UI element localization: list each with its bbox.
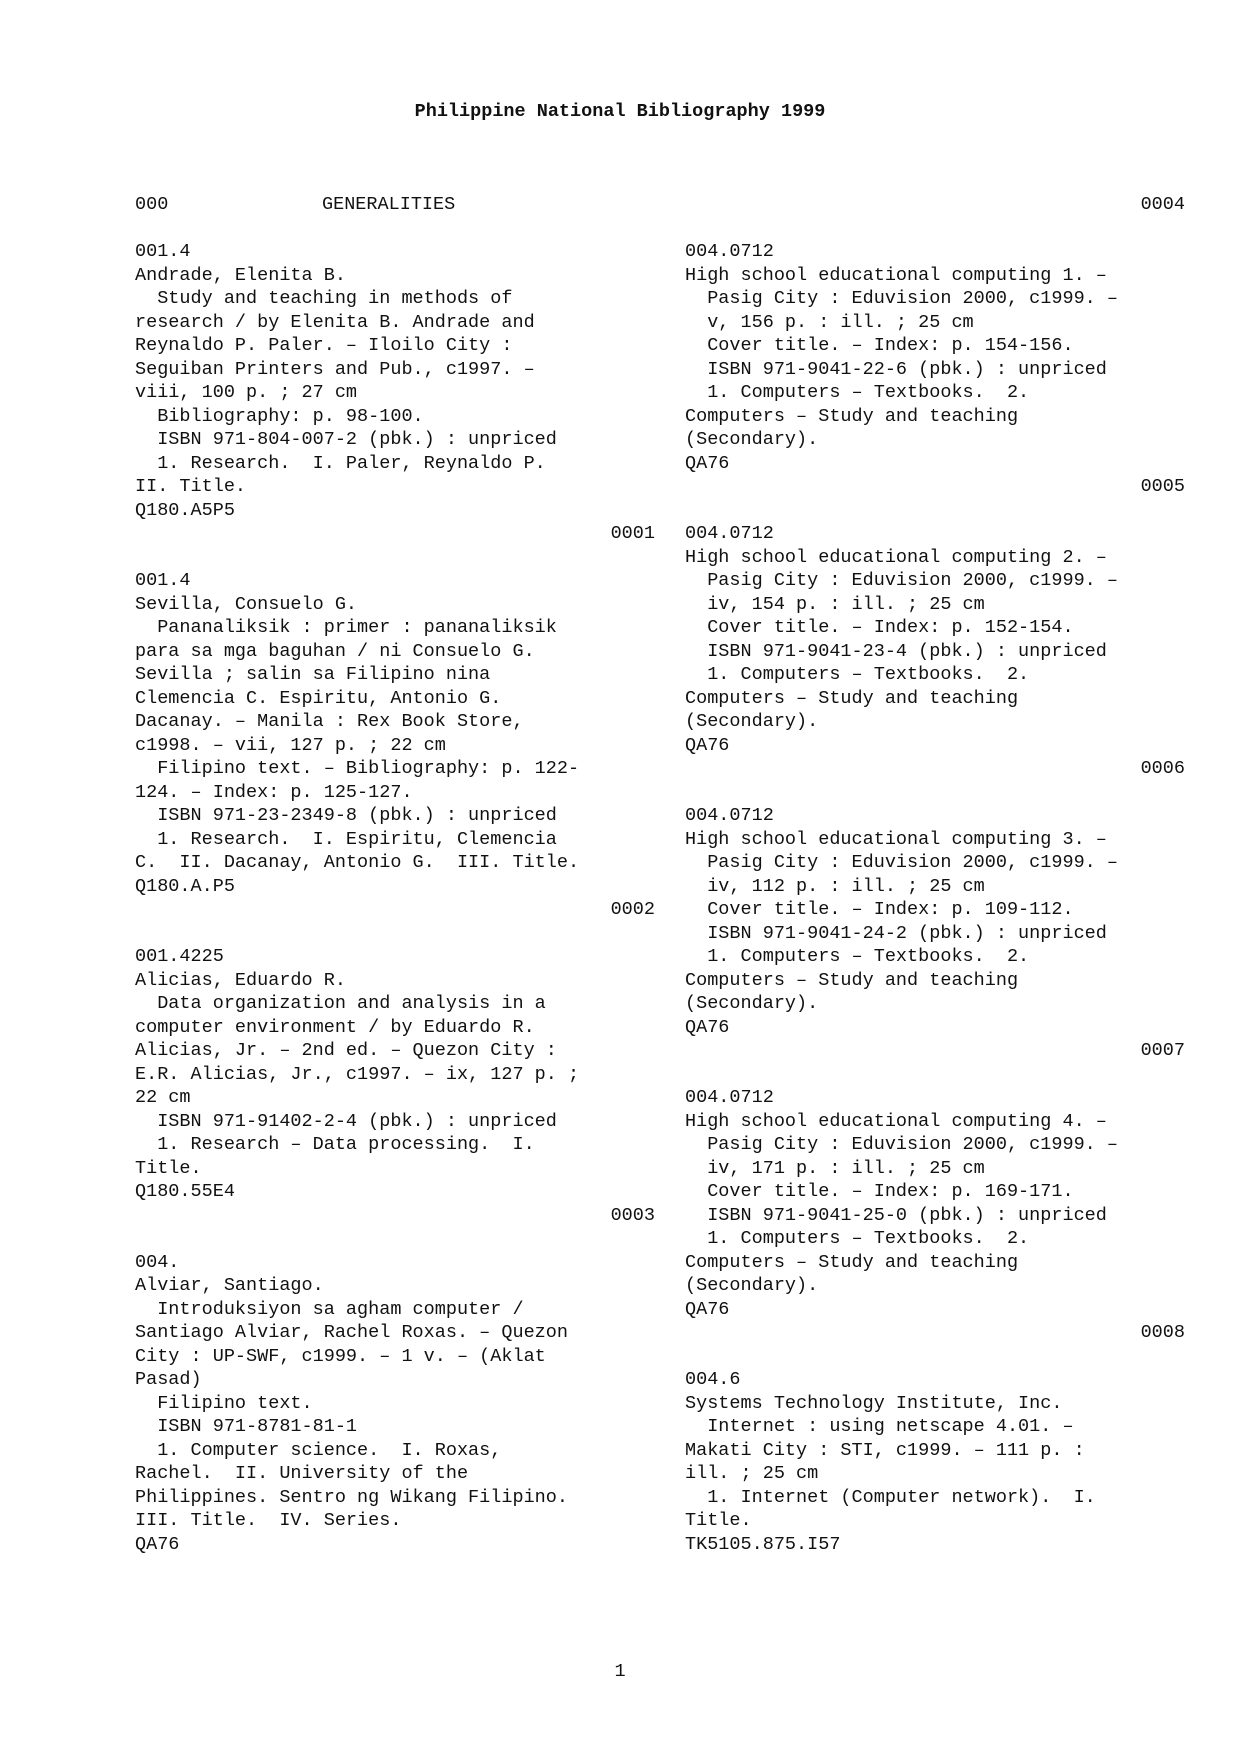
entry-line: QA76 (685, 452, 730, 474)
entry-line: 1. Computers – Textbooks. 2. (685, 1228, 1030, 1249)
entry-line: Cover title. – Index: p. 169-171. (685, 1181, 1074, 1202)
class-code: 000 (135, 194, 169, 215)
right-column (685, 240, 1185, 1556)
entry-line: Sevilla ; salin sa Filipino nina (135, 664, 491, 685)
entry-line: Pasig City : Eduvision 2000, c1999. – (685, 288, 1118, 309)
entry-line: QA76 (685, 1298, 730, 1320)
entry-line: Title. (135, 1157, 202, 1179)
entry-line: Alviar, Santiago. (135, 1275, 324, 1296)
entry-line: Introduksiyon sa agham computer / (135, 1298, 524, 1320)
entry-line: v, 156 p. : ill. ; 25 cm (685, 311, 974, 333)
entry-line: High school educational computing 3. – (685, 828, 1107, 850)
entry-line: Pasig City : Eduvision 2000, c1999. – (685, 1134, 1118, 1155)
entry-line: Cover title. – Index: p. 152-154. (685, 617, 1074, 638)
entry-line: Andrade, Elenita B. (135, 264, 346, 286)
entry-line: iv, 154 p. : ill. ; 25 cm (685, 593, 985, 615)
entry-line: High school educational computing 2. – (685, 546, 1107, 568)
entry-line: ISBN 971-9041-25-0 (pbk.) : unpriced (685, 1204, 1107, 1226)
entry-line: Bibliography: p. 98-100. (135, 405, 424, 427)
entry-line: Pasig City : Eduvision 2000, c1999. – (685, 852, 1118, 873)
entry-line: ISBN 971-9041-22-6 (pbk.) : unpriced (685, 358, 1107, 380)
entry-line: ISBN 971-9041-24-2 (pbk.) : unpriced (685, 922, 1107, 944)
entry-line: 001.4 (135, 241, 191, 262)
entry-line: TK5105.875.I57 (685, 1533, 841, 1555)
entry-line: 1. Research. I. Espiritu, Clemencia (135, 828, 557, 850)
entry-number: 0002 (610, 899, 655, 920)
entry-line: 004.0712 (685, 805, 774, 826)
entry-line: City : UP-SWF, c1999. – 1 v. – (Aklat (135, 1345, 546, 1367)
entry-line: ill. ; 25 cm (685, 1463, 819, 1484)
entry-line: iv, 171 p. : ill. ; 25 cm (685, 1157, 985, 1179)
entry-line: 004. (135, 1251, 180, 1273)
entry-line: Cover title. – Index: p. 109-112. (685, 899, 1074, 920)
entry-line: Cover title. – Index: p. 154-156. (685, 335, 1074, 356)
entry-line: 1. Computer science. I. Roxas, (135, 1439, 502, 1461)
entry-line: Alicias, Eduardo R. (135, 969, 346, 991)
entry-line: 22 cm (135, 1087, 191, 1108)
entry-line: 1. Research. I. Paler, Reynaldo P. (135, 452, 546, 474)
entry-line: (Secondary). (685, 993, 819, 1014)
entry-line: 1. Computers – Textbooks. 2. (685, 946, 1030, 967)
entry-line: Sevilla, Consuelo G. (135, 593, 358, 615)
entry-line: (Secondary). (685, 429, 819, 450)
entry-line: 1. Computers – Textbooks. 2. (685, 382, 1030, 403)
entry-line: 1. Computers – Textbooks. 2. (685, 664, 1030, 685)
entry-line: 001.4225 (135, 946, 224, 967)
entry-line: Computers – Study and teaching (685, 1251, 1019, 1273)
entry-line: Clemencia C. Espiritu, Antonio G. (135, 687, 502, 709)
entry-line: 1. Research – Data processing. I. (135, 1134, 535, 1155)
entry-line: Philippines. Sentro ng Wikang Filipino. (135, 1486, 568, 1508)
entry-line: Pananaliksik : primer : pananaliksik (135, 617, 557, 638)
entry-line: III. Title. IV. Series. (135, 1510, 402, 1531)
entry-line: Q180.55E4 (135, 1181, 235, 1202)
blank-line (685, 1063, 1185, 1087)
entry-line: 004.6 (685, 1369, 741, 1390)
entry-line: computer environment / by Eduardo R. (135, 1016, 535, 1038)
entry-line: Data organization and analysis in a (135, 993, 546, 1014)
entry-line: High school educational computing 1. – (685, 264, 1107, 286)
entry-line: c1998. – vii, 127 p. ; 22 cm (135, 734, 446, 756)
entry-line: Internet : using netscape 4.01. – (685, 1416, 1074, 1437)
class-name: GENERALITIES (322, 194, 456, 215)
blank-line (135, 546, 655, 570)
entry-line: Alicias, Jr. – 2nd ed. – Quezon City : (135, 1040, 557, 1061)
page-title: Philippine National Bibliography 1999 (414, 101, 826, 122)
entry-line: Rachel. II. University of the (135, 1463, 469, 1484)
entry-number: 0001 (610, 523, 655, 544)
entry-line: 1. Internet (Computer network). I. (685, 1486, 1096, 1508)
entry-line: Makati City : STI, c1999. – 111 p. : (685, 1439, 1085, 1461)
blank-line (685, 499, 1185, 523)
entry-number: 0003 (610, 1204, 655, 1226)
blank-line (135, 922, 655, 946)
blank-line (135, 1227, 655, 1251)
entry-line: 004.0712 (685, 241, 774, 262)
blank-line (685, 1345, 1185, 1369)
entry-line: Computers – Study and teaching (685, 969, 1019, 991)
entry-line: Filipino text. (135, 1392, 313, 1414)
entry-line: ISBN 971-91402-2-4 (pbk.) : unpriced (135, 1110, 557, 1132)
entry-line: ISBN 971-23-2349-8 (pbk.) : unpriced (135, 805, 557, 826)
entry-line: C. II. Dacanay, Antonio G. III. Title. (135, 852, 580, 873)
entry-line: Santiago Alviar, Rachel Roxas. – Quezon (135, 1322, 568, 1343)
entry-number-header: 0004 (1140, 194, 1185, 215)
left-column (135, 240, 655, 1556)
entry-line: Filipino text. – Bibliography: p. 122- (135, 758, 580, 779)
entry-line: 004.0712 (685, 523, 774, 544)
entry-line: Q180.A5P5 (135, 499, 235, 521)
entry-number: 0007 (1140, 1040, 1185, 1061)
entry-line: Reynaldo P. Paler. – Iloilo City : (135, 335, 513, 356)
entry-line: research / by Elenita B. Andrade and (135, 311, 535, 333)
entry-line: II. Title. (135, 476, 247, 497)
entry-line: Computers – Study and teaching (685, 687, 1019, 709)
entry-line: para sa mga baguhan / ni Consuelo G. (135, 640, 535, 662)
entry-number: 0006 (1140, 758, 1185, 779)
entry-line: 124. – Index: p. 125-127. (135, 781, 413, 803)
entry-line: (Secondary). (685, 1275, 819, 1296)
entry-line: Title. (685, 1510, 752, 1531)
entry-line: Systems Technology Institute, Inc. (685, 1392, 1063, 1414)
entry-line: ISBN 971-9041-23-4 (pbk.) : unpriced (685, 640, 1107, 662)
entry-line: viii, 100 p. ; 27 cm (135, 382, 358, 403)
entry-line: Pasad) (135, 1369, 202, 1390)
entry-line: (Secondary). (685, 711, 819, 732)
entry-number: 0008 (1140, 1322, 1185, 1343)
entry-line: iv, 112 p. : ill. ; 25 cm (685, 875, 985, 897)
entry-line: High school educational computing 4. – (685, 1110, 1107, 1132)
entry-line: Study and teaching in methods of (135, 288, 513, 309)
entry-line: QA76 (685, 734, 730, 756)
page-number: 1 (614, 1661, 626, 1682)
entry-line: ISBN 971-804-007-2 (pbk.) : unpriced (135, 429, 557, 450)
entry-line: 001.4 (135, 570, 191, 591)
entry-line: Dacanay. – Manila : Rex Book Store, (135, 711, 524, 732)
entry-line: 004.0712 (685, 1087, 774, 1108)
entry-line: ISBN 971-8781-81-1 (135, 1416, 358, 1437)
blank-line (685, 781, 1185, 805)
entry-line: E.R. Alicias, Jr., c1997. – ix, 127 p. ; (135, 1063, 580, 1085)
entry-line: QA76 (685, 1016, 730, 1038)
class-header (135, 193, 1185, 217)
entry-line: Computers – Study and teaching (685, 405, 1019, 427)
entry-number: 0005 (1140, 476, 1185, 497)
entry-line: Pasig City : Eduvision 2000, c1999. – (685, 570, 1118, 591)
entry-line: QA76 (135, 1533, 180, 1555)
entry-line: Seguiban Printers and Pub., c1997. – (135, 358, 535, 380)
entry-line: Q180.A.P5 (135, 875, 235, 897)
